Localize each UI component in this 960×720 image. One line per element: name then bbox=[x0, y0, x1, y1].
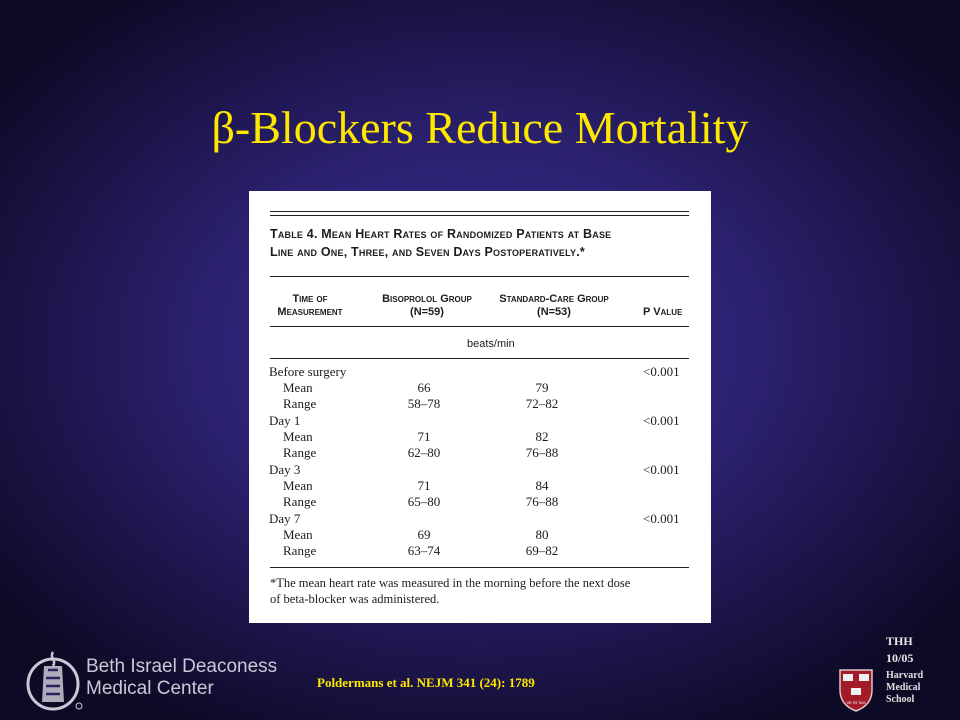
footer-rule bbox=[270, 567, 689, 568]
author-date: THH 10/05 bbox=[886, 634, 914, 665]
bidmc-logo-text: Beth Israel Deaconess Medical Center bbox=[86, 656, 278, 699]
standard-value: 76–88 bbox=[525, 494, 559, 509]
standard-value: 76–88 bbox=[525, 445, 559, 460]
group-label: Day 1 bbox=[269, 413, 301, 428]
subheader-rule bbox=[270, 326, 689, 327]
table-figure bbox=[249, 191, 711, 623]
citation: Poldermans et al. NEJM 341 (24): 1789 bbox=[317, 675, 535, 690]
p-value: <0.001 bbox=[643, 462, 680, 477]
p-value: <0.001 bbox=[643, 413, 680, 428]
units-rule bbox=[270, 358, 689, 359]
col-header-time: Time of Measurement bbox=[277, 293, 343, 318]
row-label: Mean bbox=[283, 429, 313, 444]
standard-value: 72–82 bbox=[525, 396, 559, 411]
slide-title: β-Blockers Reduce Mortality bbox=[211, 102, 749, 153]
row-label: Mean bbox=[283, 478, 313, 493]
row-label: Range bbox=[283, 445, 317, 460]
standard-value: 80 bbox=[535, 527, 549, 542]
harvard-shield-icon bbox=[838, 668, 874, 712]
units-label: beats/min bbox=[467, 338, 515, 350]
row-label: Range bbox=[283, 494, 317, 509]
bisoprolol-value: 69 bbox=[417, 527, 431, 542]
bisoprolol-value: 63–74 bbox=[407, 543, 441, 558]
table-title: Table 4. Mean Heart Rates of Randomized Patients at Base Line and One, Three, and Seven Days Postoperatively.* bbox=[270, 227, 612, 259]
harvard-logo-text: Harvard Medical School bbox=[886, 670, 924, 705]
table-footnote: *The mean heart rate was measured in the morning before the next dose of beta-blocker was administered. bbox=[270, 576, 631, 606]
standard-value: 79 bbox=[535, 380, 549, 395]
standard-value: 82 bbox=[535, 429, 549, 444]
bisoprolol-value: 62–80 bbox=[407, 445, 441, 460]
bisoprolol-value: 71 bbox=[417, 429, 431, 444]
bisoprolol-value: 71 bbox=[417, 478, 431, 493]
col-header-bisoprolol: Bisoprolol Group (N=59) bbox=[382, 293, 472, 318]
p-value: <0.001 bbox=[643, 364, 680, 379]
shield-motto: VE RI TAS bbox=[846, 700, 866, 705]
bisoprolol-value: 66 bbox=[417, 380, 431, 395]
standard-value: 69–82 bbox=[525, 543, 559, 558]
row-label: Mean bbox=[283, 380, 313, 395]
col-header-pvalue: P Value bbox=[643, 306, 683, 318]
p-value: <0.001 bbox=[643, 511, 680, 526]
top-rule bbox=[270, 215, 689, 216]
bisoprolol-value: 58–78 bbox=[407, 396, 441, 411]
header-rule bbox=[270, 276, 689, 277]
row-label: Range bbox=[283, 543, 317, 558]
standard-value: 84 bbox=[535, 478, 549, 493]
top-rule bbox=[270, 211, 689, 212]
col-header-standard: Standard-Care Group (N=53) bbox=[499, 293, 609, 318]
group-label: Day 3 bbox=[269, 462, 301, 477]
group-label: Before surgery bbox=[269, 364, 347, 379]
group-label: Day 7 bbox=[269, 511, 301, 526]
row-label: Mean bbox=[283, 527, 313, 542]
row-label: Range bbox=[283, 396, 317, 411]
bisoprolol-value: 65–80 bbox=[407, 494, 441, 509]
